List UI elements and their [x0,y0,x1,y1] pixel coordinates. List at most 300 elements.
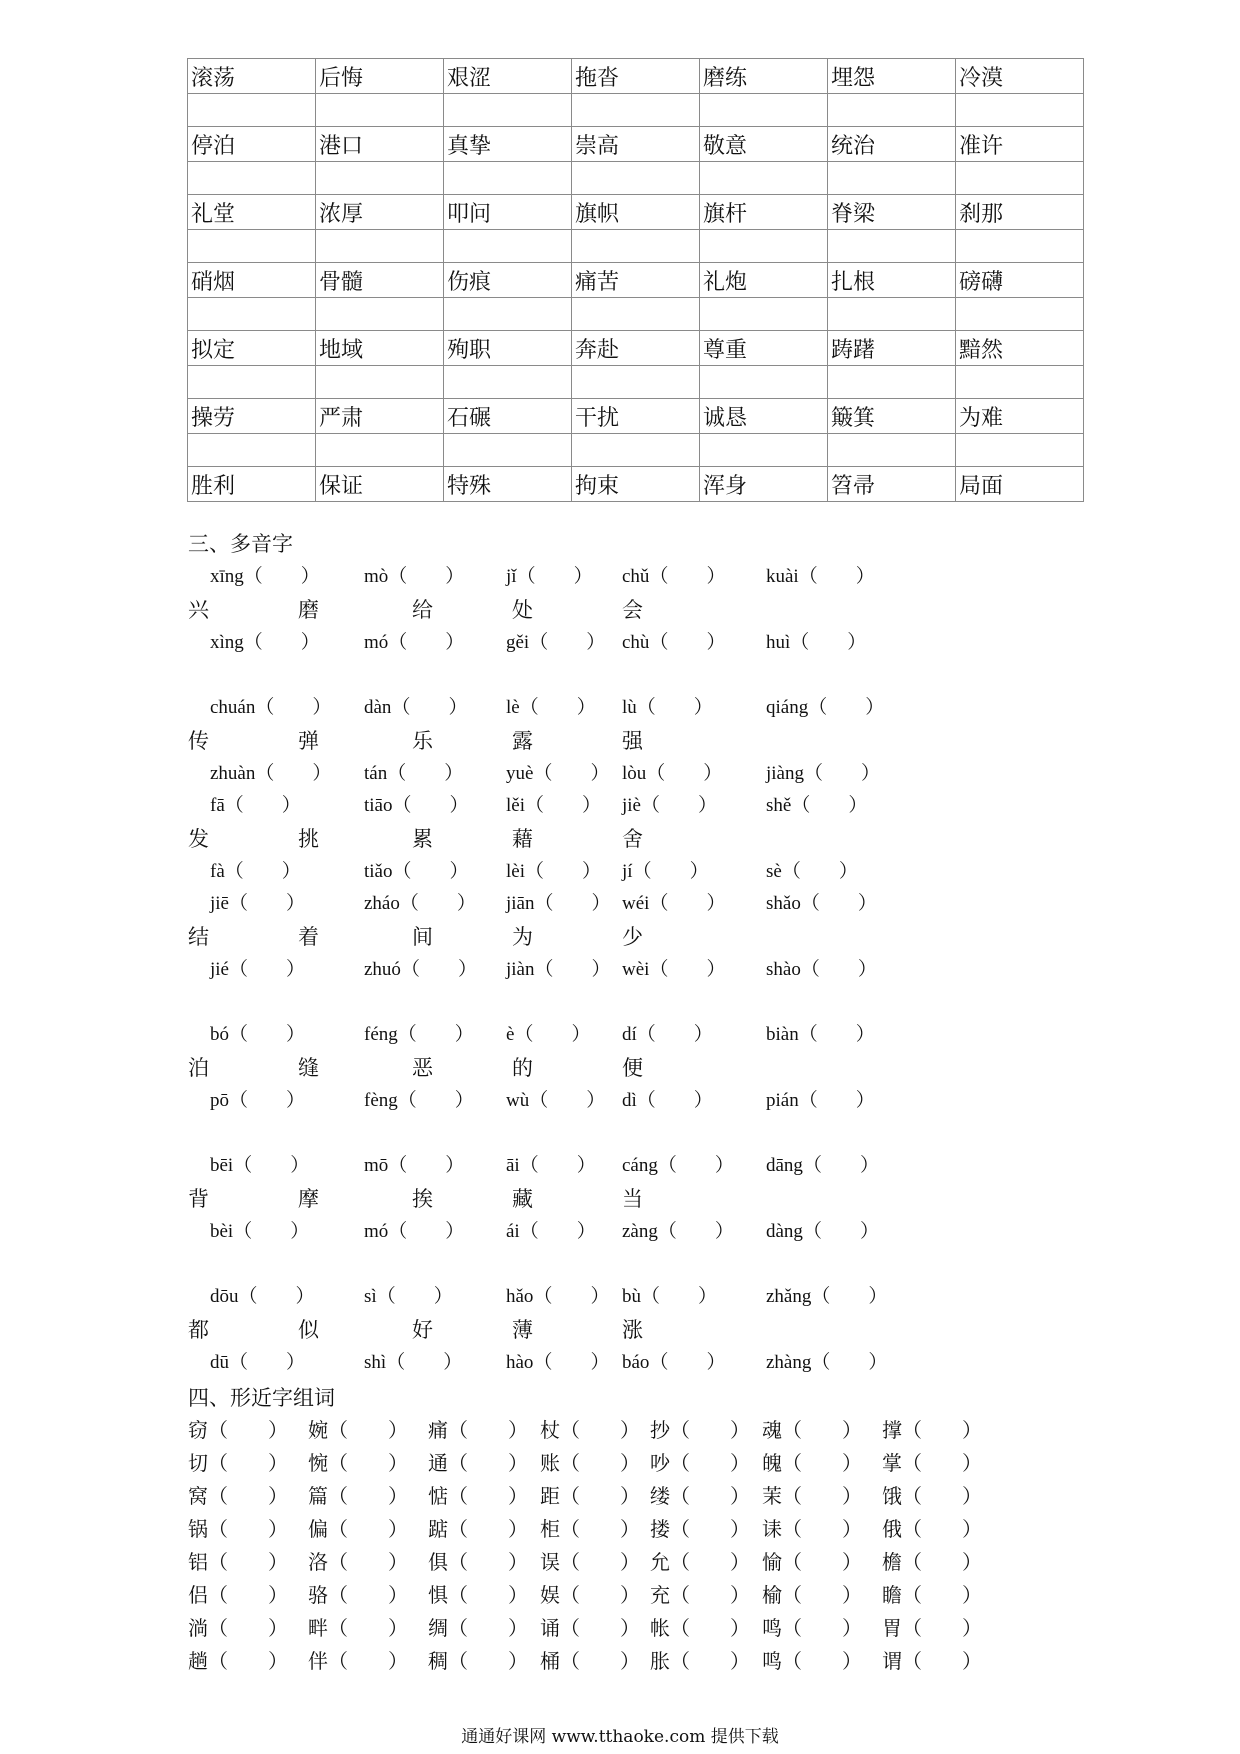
answer-cell[interactable] [956,230,1084,263]
similar-char-item[interactable] [428,1612,528,1641]
answer-parentheses[interactable]: （ ） [388,1221,465,1242]
answer-parentheses[interactable]: （ ） [399,893,476,914]
pinyin-blank[interactable] [210,1281,315,1308]
answer-parentheses[interactable]: （ ） [534,893,611,914]
pinyin-blank[interactable] [766,1281,887,1308]
pinyin-blank[interactable] [622,1281,717,1308]
similar-char-item[interactable] [540,1513,640,1542]
pinyin-blank[interactable] [622,1216,734,1243]
answer-parentheses[interactable]: （ ） [529,1090,606,1111]
similar-char-item[interactable] [308,1414,408,1443]
answer-parentheses[interactable]: （ ） [328,1484,408,1508]
similar-char-item[interactable] [188,1612,288,1641]
answer-cell[interactable] [700,162,828,195]
similar-char-item[interactable] [762,1612,862,1641]
answer-parentheses[interactable]: （ ） [392,795,469,816]
similar-char-item[interactable] [308,1645,408,1674]
answer-parentheses[interactable]: （ ） [902,1550,982,1574]
answer-cell[interactable] [188,230,316,263]
answer-parentheses[interactable]: （ ） [791,795,868,816]
answer-parentheses[interactable]: （ ） [782,1484,862,1508]
answer-cell[interactable] [572,366,700,399]
answer-parentheses[interactable]: （ ） [560,1550,640,1574]
pinyin-blank[interactable] [766,1019,875,1046]
pinyin-blank[interactable] [622,692,713,719]
answer-parentheses[interactable]: （ ） [560,1649,640,1673]
similar-char-item[interactable] [882,1579,982,1608]
similar-character: 锅 [188,1517,208,1541]
answer-parentheses[interactable]: （ ） [224,795,301,816]
answer-cell[interactable] [956,366,1084,399]
answer-parentheses[interactable]: （ ） [649,959,726,980]
similar-char-item[interactable] [540,1579,640,1608]
pinyin-blank[interactable] [766,1150,879,1177]
answer-parentheses[interactable]: （ ） [328,1649,408,1673]
answer-parentheses[interactable]: （ ） [902,1517,982,1541]
answer-parentheses[interactable]: （ ） [525,795,602,816]
answer-parentheses[interactable]: （ ） [641,795,718,816]
answer-parentheses[interactable]: （ ） [224,861,301,882]
word-cell: 骨髓 [316,263,444,298]
pinyin-blank[interactable] [622,1085,713,1112]
answer-parentheses[interactable]: （ ） [782,1418,862,1442]
pinyin-blank[interactable] [364,1085,474,1112]
answer-cell[interactable] [828,162,956,195]
answer-parentheses[interactable]: （ ） [804,763,881,784]
similar-char-item[interactable] [540,1480,640,1509]
pinyin-blank[interactable] [364,692,467,719]
answer-parentheses[interactable]: （ ） [802,1155,879,1176]
pinyin-blank[interactable] [506,1216,596,1243]
answer-cell[interactable] [828,298,956,331]
answer-parentheses[interactable]: （ ） [448,1517,528,1541]
answer-cell[interactable] [188,162,316,195]
answer-cell[interactable] [188,434,316,467]
answer-parentheses[interactable]: （ ） [902,1649,982,1673]
answer-cell[interactable] [188,94,316,127]
answer-parentheses[interactable]: （ ） [649,566,726,587]
pinyin-blank[interactable] [364,1216,464,1243]
answer-parentheses[interactable]: （ ） [649,1352,726,1373]
pinyin-blank[interactable] [506,790,601,817]
answer-cell[interactable] [188,366,316,399]
answer-cell[interactable] [572,230,700,263]
answer-parentheses[interactable]: （ ） [208,1550,288,1574]
similar-char-item[interactable] [650,1612,750,1641]
answer-parentheses[interactable]: （ ） [397,1024,474,1045]
pinyin-blank[interactable] [766,561,875,588]
answer-parentheses[interactable]: （ ） [533,1352,610,1373]
answer-parentheses[interactable]: （ ） [902,1616,982,1640]
answer-cell[interactable] [956,434,1084,467]
answer-cell[interactable] [444,94,572,127]
answer-parentheses[interactable]: （ ） [670,1451,750,1475]
pinyin-blank[interactable] [506,1281,609,1308]
answer-parentheses[interactable]: （ ） [229,893,306,914]
similar-char-item[interactable] [428,1480,528,1509]
pinyin-blank[interactable] [766,1216,879,1243]
answer-cell[interactable] [572,298,700,331]
answer-parentheses[interactable]: （ ） [208,1616,288,1640]
pinyin-blank[interactable] [622,1347,725,1374]
pinyin-blank[interactable] [210,1150,309,1177]
answer-parentheses[interactable]: （ ） [782,1451,862,1475]
answer-parentheses[interactable]: （ ） [649,893,726,914]
answer-parentheses[interactable]: （ ） [391,697,468,718]
answer-parentheses[interactable]: （ ） [782,1616,862,1640]
answer-cell[interactable] [700,94,828,127]
answer-parentheses[interactable]: （ ） [670,1550,750,1574]
pinyin-row [0,790,1240,820]
pinyin-blank[interactable] [506,692,596,719]
pinyin-blank[interactable] [364,561,464,588]
pinyin-blank[interactable] [622,1150,734,1177]
pinyin-blank[interactable] [766,790,867,817]
answer-cell[interactable] [444,230,572,263]
answer-parentheses[interactable]: （ ） [533,763,610,784]
pinyin-blank[interactable] [210,1085,305,1112]
pinyin-blank[interactable] [622,561,725,588]
pinyin-blank[interactable] [364,888,476,915]
similar-char-item[interactable] [308,1447,408,1476]
answer-parentheses[interactable]: （ ） [811,1352,888,1373]
pinyin-blank[interactable] [622,758,722,785]
pinyin-blank[interactable] [364,790,469,817]
answer-parentheses[interactable]: （ ） [560,1484,640,1508]
answer-parentheses[interactable]: （ ） [657,1155,734,1176]
answer-cell[interactable] [956,94,1084,127]
pinyin-blank[interactable] [506,1150,596,1177]
answer-parentheses[interactable]: （ ） [448,1451,528,1475]
similar-char-item[interactable] [882,1513,982,1542]
answer-parentheses[interactable]: （ ） [328,1616,408,1640]
answer-parentheses[interactable]: （ ） [448,1550,528,1574]
answer-cell[interactable] [956,162,1084,195]
pinyin-blank[interactable] [766,627,866,654]
answer-parentheses[interactable]: （ ） [208,1451,288,1475]
similar-char-item[interactable] [188,1546,288,1575]
answer-parentheses[interactable]: （ ） [388,566,465,587]
answer-parentheses[interactable]: （ ） [800,959,877,980]
pinyin-blank[interactable] [210,692,331,719]
answer-parentheses[interactable]: （ ） [392,861,469,882]
similar-char-item[interactable] [762,1447,862,1476]
pinyin-blank[interactable] [364,1281,453,1308]
pinyin-blank[interactable] [766,1085,875,1112]
pinyin-blank[interactable] [622,627,725,654]
similar-char-item[interactable] [762,1579,862,1608]
answer-parentheses[interactable]: （ ） [448,1418,528,1442]
answer-parentheses[interactable]: （ ） [902,1583,982,1607]
pinyin-blank[interactable] [506,954,611,981]
answer-parentheses[interactable]: （ ） [529,632,606,653]
answer-cell[interactable] [444,434,572,467]
pinyin-blank[interactable] [210,1216,309,1243]
answer-parentheses[interactable]: （ ） [448,1583,528,1607]
pinyin-blank[interactable] [766,758,880,785]
pinyin-blank[interactable] [766,954,877,981]
pinyin-blank[interactable] [210,856,301,883]
similar-char-item[interactable] [428,1414,528,1443]
similar-char-item[interactable] [428,1579,528,1608]
answer-cell[interactable] [700,434,828,467]
answer-parentheses[interactable]: （ ） [525,861,602,882]
pinyin-blank[interactable] [364,856,469,883]
answer-parentheses[interactable]: （ ） [800,893,877,914]
similar-char-item[interactable] [188,1579,288,1608]
answer-cell[interactable] [828,230,956,263]
pinyin-blank[interactable] [210,561,320,588]
similar-char-item[interactable] [308,1546,408,1575]
similar-char-item[interactable] [762,1414,862,1443]
answer-parentheses[interactable]: （ ） [798,1024,875,1045]
pinyin-blank[interactable] [766,888,877,915]
answer-parentheses[interactable]: （ ） [782,1550,862,1574]
answer-parentheses[interactable]: （ ） [233,1221,310,1242]
pinyin-blank[interactable] [364,627,464,654]
answer-parentheses[interactable]: （ ） [448,1484,528,1508]
similar-char-item[interactable] [882,1645,982,1674]
answer-parentheses[interactable]: （ ） [632,861,709,882]
pinyin-blank[interactable] [210,790,301,817]
answer-parentheses[interactable]: （ ） [782,1649,862,1673]
similar-char-item[interactable] [540,1612,640,1641]
pinyin-blank[interactable] [506,856,601,883]
answer-parentheses[interactable]: （ ） [328,1550,408,1574]
answer-parentheses[interactable]: （ ） [448,1649,528,1673]
answer-parentheses[interactable]: （ ） [560,1418,640,1442]
pinyin-blank[interactable] [364,954,477,981]
answer-cell[interactable] [316,94,444,127]
pinyin-blank[interactable] [364,1019,474,1046]
answer-cell[interactable] [444,162,572,195]
answer-cell[interactable] [828,94,956,127]
similar-character: 魄 [762,1451,782,1475]
similar-char-item[interactable] [650,1645,750,1674]
similar-char-item[interactable] [428,1546,528,1575]
answer-cell[interactable] [572,162,700,195]
answer-cell[interactable] [572,94,700,127]
pinyin-blank[interactable] [506,1347,609,1374]
answer-parentheses[interactable]: （ ） [387,763,464,784]
similar-char-item[interactable] [308,1480,408,1509]
pinyin-blank[interactable] [210,1019,305,1046]
pinyin-blank[interactable] [622,888,725,915]
similar-char-item[interactable] [882,1414,982,1443]
similar-char-item[interactable] [762,1645,862,1674]
similar-char-item[interactable] [762,1513,862,1542]
answer-parentheses[interactable]: （ ） [229,1090,306,1111]
similar-char-item[interactable] [428,1447,528,1476]
answer-cell[interactable] [316,366,444,399]
answer-parentheses[interactable]: （ ） [670,1418,750,1442]
answer-parentheses[interactable]: （ ） [811,1286,888,1307]
pinyin-blank[interactable] [364,1150,464,1177]
similar-char-item[interactable] [650,1579,750,1608]
answer-parentheses[interactable]: （ ） [514,1024,591,1045]
answer-parentheses[interactable]: （ ） [328,1451,408,1475]
answer-parentheses[interactable]: （ ） [533,1286,610,1307]
answer-parentheses[interactable]: （ ） [808,697,885,718]
answer-cell[interactable] [188,298,316,331]
pinyin-blank[interactable] [210,758,331,785]
similar-char-item[interactable] [540,1645,640,1674]
answer-cell[interactable] [572,434,700,467]
answer-parentheses[interactable]: （ ） [798,1090,875,1111]
answer-parentheses[interactable]: （ ） [782,1583,862,1607]
answer-parentheses[interactable]: （ ） [670,1484,750,1508]
answer-parentheses[interactable]: （ ） [560,1583,640,1607]
answer-parentheses[interactable]: （ ） [781,861,858,882]
answer-parentheses[interactable]: （ ） [802,1221,879,1242]
answer-cell[interactable] [316,298,444,331]
similar-char-item[interactable] [540,1546,640,1575]
similar-char-item[interactable] [540,1447,640,1476]
answer-parentheses[interactable]: （ ） [902,1451,982,1475]
similar-char-item[interactable] [308,1579,408,1608]
pinyin-blank[interactable] [364,1347,462,1374]
answer-parentheses[interactable]: （ ） [636,1024,713,1045]
answer-parentheses[interactable]: （ ） [641,1286,718,1307]
answer-parentheses[interactable]: （ ） [388,632,465,653]
similar-char-item[interactable] [188,1513,288,1542]
pinyin-blank[interactable] [210,627,320,654]
answer-parentheses[interactable]: （ ） [388,1155,465,1176]
pinyin-blank[interactable] [622,856,709,883]
pinyin-blank[interactable] [766,1347,887,1374]
pinyin-blank[interactable] [506,1085,605,1112]
answer-parentheses[interactable]: （ ） [397,1090,474,1111]
answer-parentheses[interactable]: （ ） [902,1484,982,1508]
answer-cell[interactable] [316,230,444,263]
answer-parentheses[interactable]: （ ） [448,1616,528,1640]
answer-parentheses[interactable]: （ ） [560,1616,640,1640]
similar-char-item[interactable] [882,1480,982,1509]
answer-parentheses[interactable]: （ ） [243,632,320,653]
answer-parentheses[interactable]: （ ） [255,763,332,784]
similar-char-item[interactable] [650,1414,750,1443]
similar-char-item[interactable] [762,1480,862,1509]
answer-cell[interactable] [316,162,444,195]
answer-parentheses[interactable]: （ ） [229,1024,306,1045]
pinyin-blank[interactable] [210,954,305,981]
answer-parentheses[interactable]: （ ） [560,1451,640,1475]
answer-parentheses[interactable]: （ ） [657,1221,734,1242]
answer-parentheses[interactable]: （ ） [790,632,867,653]
answer-parentheses[interactable]: （ ） [208,1418,288,1442]
answer-parentheses[interactable]: （ ） [208,1649,288,1673]
similar-char-item[interactable] [650,1480,750,1509]
pinyin-blank[interactable] [506,561,593,588]
pinyin-blank[interactable] [766,856,858,883]
pinyin-blank[interactable] [506,758,609,785]
answer-parentheses[interactable]: （ ） [670,1616,750,1640]
answer-parentheses[interactable]: （ ） [670,1649,750,1673]
pinyin-blank[interactable] [622,954,725,981]
similar-char-item[interactable] [428,1645,528,1674]
answer-cell[interactable] [316,434,444,467]
similar-char-item[interactable] [882,1447,982,1476]
answer-parentheses[interactable]: （ ） [208,1517,288,1541]
pinyin-blank[interactable] [766,692,884,719]
pinyin-blank[interactable] [210,1347,305,1374]
answer-cell[interactable] [444,298,572,331]
answer-parentheses[interactable]: （ ） [208,1484,288,1508]
similar-char-item[interactable] [540,1414,640,1443]
answer-parentheses[interactable]: （ ） [636,1090,713,1111]
answer-parentheses[interactable]: （ ） [670,1583,750,1607]
answer-parentheses[interactable]: （ ） [328,1583,408,1607]
pinyin-blank[interactable] [210,888,305,915]
answer-parentheses[interactable]: （ ） [386,1352,463,1373]
answer-parentheses[interactable]: （ ） [376,1286,453,1307]
answer-parentheses[interactable]: （ ） [534,959,611,980]
answer-parentheses[interactable]: （ ） [636,697,713,718]
similar-char-item[interactable] [308,1612,408,1641]
similar-char-item[interactable] [762,1546,862,1575]
pinyin-blank[interactable] [506,1019,590,1046]
pinyin-blank[interactable] [622,1019,713,1046]
answer-parentheses[interactable]: （ ） [649,632,726,653]
answer-parentheses[interactable]: （ ） [243,566,320,587]
answer-parentheses[interactable]: （ ） [229,959,306,980]
answer-parentheses[interactable]: （ ） [519,1221,596,1242]
answer-parentheses[interactable]: （ ） [798,566,875,587]
answer-parentheses[interactable]: （ ） [519,1155,596,1176]
answer-parentheses[interactable]: （ ） [229,1352,306,1373]
answer-cell[interactable] [700,230,828,263]
answer-cell[interactable] [828,366,956,399]
answer-parentheses[interactable]: （ ） [255,697,332,718]
pinyin-blank[interactable] [506,888,611,915]
polyphonic-character: 间 [412,925,433,949]
similar-char-item[interactable] [308,1513,408,1542]
answer-parentheses[interactable]: （ ） [328,1418,408,1442]
similar-char-item[interactable] [650,1513,750,1542]
answer-parentheses[interactable]: （ ） [670,1517,750,1541]
answer-parentheses[interactable]: （ ） [560,1517,640,1541]
answer-parentheses[interactable]: （ ） [782,1517,862,1541]
similar-char-item[interactable] [428,1513,528,1542]
pinyin-row [0,758,1240,788]
pinyin-blank[interactable] [506,627,605,654]
answer-cell[interactable] [444,366,572,399]
similar-char-item[interactable] [188,1645,288,1674]
similar-char-item[interactable] [188,1414,288,1443]
answer-cell[interactable] [700,366,828,399]
answer-parentheses[interactable]: （ ） [516,566,593,587]
similar-char-item[interactable] [188,1447,288,1476]
answer-parentheses[interactable]: （ ） [233,1155,310,1176]
answer-parentheses[interactable]: （ ） [328,1517,408,1541]
answer-parentheses[interactable]: （ ） [238,1286,315,1307]
answer-parentheses[interactable]: （ ） [208,1583,288,1607]
similar-char-item[interactable] [650,1546,750,1575]
answer-parentheses[interactable]: （ ） [519,697,596,718]
answer-cell[interactable] [956,298,1084,331]
answer-parentheses[interactable]: （ ） [646,763,723,784]
similar-char-item[interactable] [882,1546,982,1575]
similar-char-item[interactable] [882,1612,982,1641]
answer-cell[interactable] [700,298,828,331]
answer-parentheses[interactable]: （ ） [400,959,477,980]
answer-cell[interactable] [828,434,956,467]
similar-char-item[interactable] [650,1447,750,1476]
pinyin-blank[interactable] [364,758,463,785]
answer-parentheses[interactable]: （ ） [902,1418,982,1442]
pinyin-blank[interactable] [622,790,717,817]
similar-char-item[interactable] [188,1480,288,1509]
